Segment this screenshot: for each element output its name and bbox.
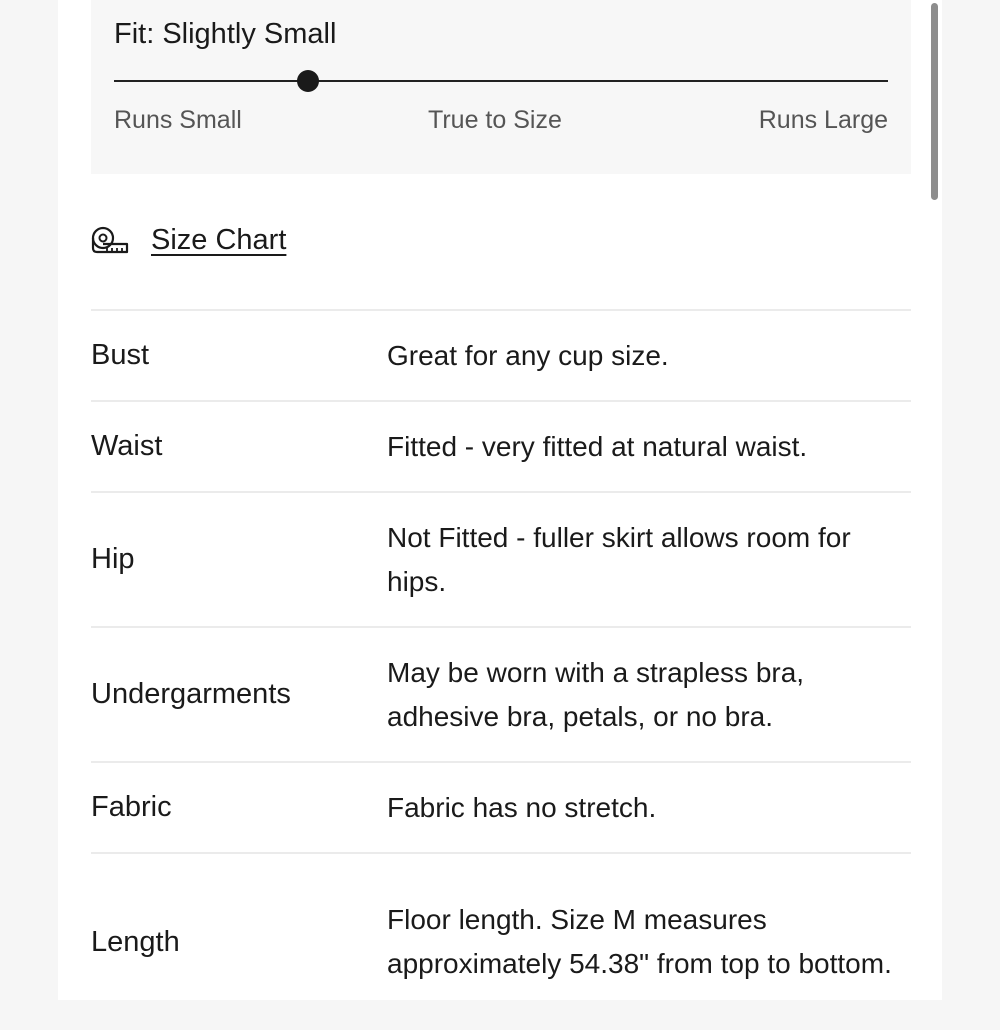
fit-details-table xyxy=(91,309,911,1030)
row-label: Fabric xyxy=(91,791,172,823)
fit-scale-true-to-size: True to Size xyxy=(428,106,562,134)
fit-title: Fit: Slightly Small xyxy=(114,18,337,50)
fit-row-fabric xyxy=(91,761,911,852)
row-label: Undergarments xyxy=(91,678,291,710)
row-label: Bust xyxy=(91,339,150,371)
row-value: Fitted - very fitted at natural waist. xyxy=(387,430,808,462)
row-value: Great for any cup size. xyxy=(387,339,669,371)
row-value: Fabric has no stretch. xyxy=(387,791,657,823)
fit-slider-track xyxy=(114,80,888,82)
fit-row-waist xyxy=(91,400,911,491)
fit-row-bust xyxy=(91,309,911,400)
row-value: Not Fitted - fuller skirt allows room for hips. xyxy=(387,521,851,597)
row-label: Waist xyxy=(91,430,163,462)
fit-row-undergarments xyxy=(91,626,911,761)
scrollbar[interactable] xyxy=(931,3,938,200)
row-value: May be worn with a strapless bra, adhesive bra, petals, or no bra. xyxy=(387,656,805,732)
fit-scale-runs-small: Runs Small xyxy=(114,106,242,134)
measuring-tape-icon xyxy=(91,226,129,254)
row-label: Hip xyxy=(91,543,135,575)
fit-row-hip xyxy=(91,491,911,626)
size-chart-link[interactable] xyxy=(91,220,286,260)
row-label: Length xyxy=(91,925,180,958)
size-chart-label: Size Chart xyxy=(151,223,287,256)
row-value: Floor length. Size M measures approximately 54.38" from top to bottom. xyxy=(387,904,892,979)
fit-scale-runs-large: Runs Large xyxy=(758,106,888,134)
fit-row-length xyxy=(91,852,911,1030)
fit-slider-thumb xyxy=(297,70,319,92)
fit-indicator xyxy=(91,0,911,174)
